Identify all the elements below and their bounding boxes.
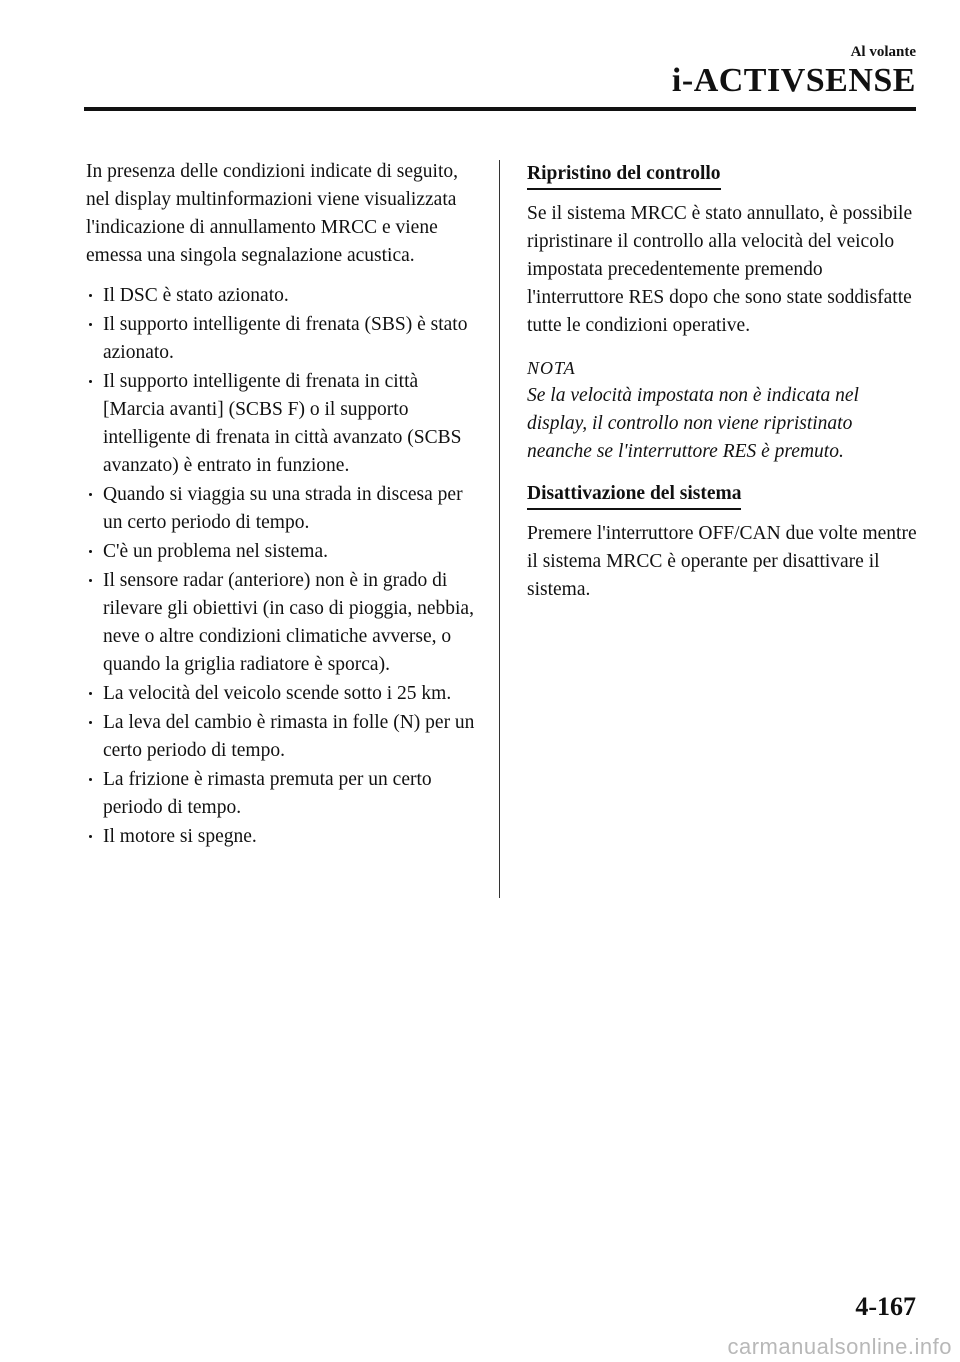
list-item: [86, 823, 476, 851]
list-item-text: C'è un problema nel sistema.: [103, 541, 329, 562]
bullet-dot: [89, 294, 92, 297]
bullet-dot: [89, 493, 92, 496]
list-item-text: Il sensore radar (anteriore) non è in grado di rilevare gli obiettivi (in caso di pioggia, nebbia, neve o altre condizioni climatiche avverse, o quando la griglia radiatore è sporca).: [103, 570, 474, 675]
chapter-title: i-ACTIVSENSE: [671, 62, 916, 99]
list-item: [86, 481, 476, 537]
watermark: carmanualsonline.info: [727, 1334, 952, 1359]
list-item: [86, 680, 476, 708]
bullet-dot: [89, 835, 92, 838]
intro-paragraph: In presenza delle condizioni indicate di seguito, nel display multinformazioni viene visualizzata l'indicazione di annullamento MRCC e viene emessa una singola segnalazione acustica.: [86, 161, 458, 266]
list-item: [86, 567, 476, 679]
list-item-text: Il supporto intelligente di frenata (SBS) è stato azionato.: [103, 314, 468, 363]
list-item-text: La leva del cambio è rimasta in folle (N) per un certo periodo di tempo.: [103, 712, 475, 761]
list-item-text: Il supporto intelligente di frenata in città [Marcia avanti] (SCBS F) o il supporto intelligente di frenata in città avanzato (SCBS avanzato) è entrato in funzione.: [103, 371, 462, 476]
bullet-dot: [89, 778, 92, 781]
list-item: [86, 282, 476, 310]
disable-heading: Disattivazione del sistema: [527, 481, 741, 510]
list-item-text: La frizione è rimasta premuta per un certo periodo di tempo.: [103, 769, 432, 818]
section-label: Al volante: [850, 44, 916, 60]
bullet-dot: [89, 579, 92, 582]
bullet-dot: [89, 323, 92, 326]
bullet-dot: [89, 550, 92, 553]
restore-paragraph: Se il sistema MRCC è stato annullato, è possibile ripristinare il controllo alla velocità del veicolo impostata precedentemente premendo l'interruttore RES dopo che sono state soddisfatte tutte le condizioni operative.: [527, 203, 913, 336]
bullet-dot: [89, 721, 92, 724]
list-item: [86, 538, 476, 566]
column-divider: [499, 160, 500, 898]
list-item: [86, 311, 476, 367]
list-item-text: La velocità del veicolo scende sotto i 25 km.: [103, 683, 452, 704]
left-column: [86, 158, 476, 852]
list-item-text: Quando si viaggia su una strada in discesa per un certo periodo di tempo.: [103, 484, 463, 533]
disable-paragraph: Premere l'interruttore OFF/CAN due volte mentre il sistema MRCC è operante per disattivare il sistema.: [527, 523, 917, 600]
note-block: [527, 354, 922, 466]
list-item-text: Il DSC è stato azionato.: [103, 285, 289, 306]
condition-list: [86, 282, 476, 851]
bullet-dot: [89, 380, 92, 383]
list-item: [86, 709, 476, 765]
note-label: NOTA: [527, 358, 576, 378]
page-number: 4-167: [855, 1292, 916, 1321]
note-text: Se la velocità impostata non è indicata nel display, il controllo non viene ripristinato neanche se l'interruttore RES è premuto.: [527, 385, 859, 462]
restore-heading: Ripristino del controllo: [527, 161, 721, 190]
right-column: [527, 160, 922, 618]
list-item-text: Il motore si spegne.: [103, 826, 257, 847]
bullet-dot: [89, 692, 92, 695]
list-item: [86, 766, 476, 822]
list-item: [86, 368, 476, 480]
header-rule: [84, 107, 916, 111]
